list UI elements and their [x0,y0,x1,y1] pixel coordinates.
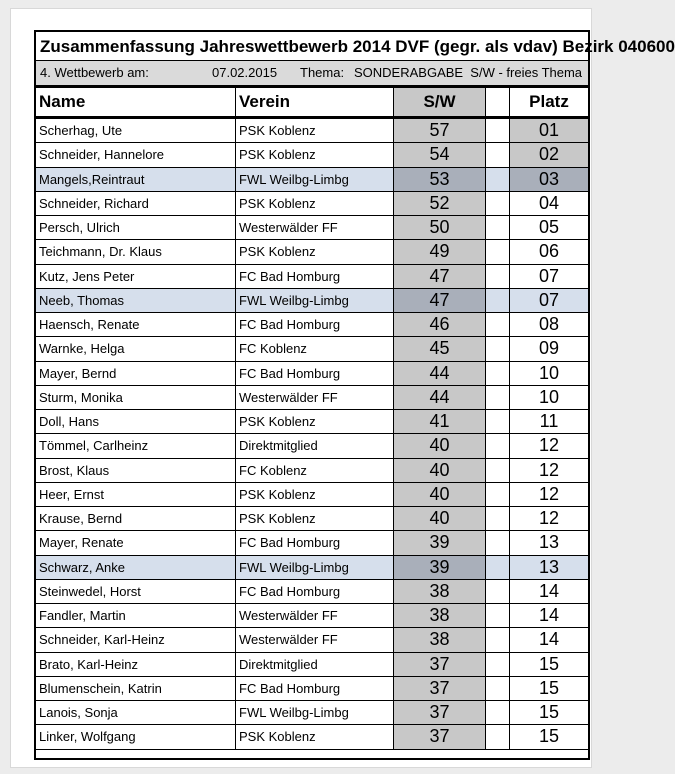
name-cell: Brost, Klaus [36,459,236,482]
verein-cell: PSK Koblenz [236,483,394,506]
verein-cell: FWL Weilbg-Limbg [236,556,394,579]
name-cell: Sturm, Monika [36,386,236,409]
platz-cell: 07 [510,265,588,288]
name-cell: Neeb, Thomas [36,289,236,312]
gap-cell [486,337,510,360]
sw-score-cell: 50 [394,216,486,239]
sw-score-cell: 49 [394,240,486,263]
gap-cell [486,556,510,579]
table-row [36,556,588,580]
name-cell: Linker, Wolfgang [36,725,236,748]
sw-score-cell: 37 [394,725,486,748]
verein-cell: FWL Weilbg-Limbg [236,289,394,312]
table-row [36,386,588,410]
verein-cell: PSK Koblenz [236,410,394,433]
table-row [36,216,588,240]
name-cell: Schneider, Karl-Heinz [36,628,236,651]
gap-cell [486,143,510,166]
platz-cell: 14 [510,604,588,627]
table-row [36,410,588,434]
gap-cell [486,434,510,457]
sw-score-cell: 37 [394,677,486,700]
gap-cell [486,628,510,651]
name-cell: Persch, Ulrich [36,216,236,239]
verein-cell: PSK Koblenz [236,119,394,142]
sw-score-cell: 37 [394,653,486,676]
theme-label: Thema: [300,65,345,80]
gap-cell [486,677,510,700]
name-cell: Lanois, Sonja [36,701,236,724]
name-cell: Mayer, Bernd [36,362,236,385]
document-page [10,8,675,768]
table-row [36,701,588,725]
table-row [36,240,588,264]
verein-cell: Westerwälder FF [236,216,394,239]
table-title: Zusammenfassung Jahreswettbewerb 2014 DVF (gegr. als vdav) Bezirk 040600 [36,32,588,61]
gap-cell [486,701,510,724]
sw-score-cell: 47 [394,265,486,288]
competition-label: 4. Wettbewerb am: [40,65,149,80]
sw-score-cell: 40 [394,507,486,530]
platz-cell: 10 [510,386,588,409]
verein-cell: FC Bad Homburg [236,313,394,336]
table-body [36,119,588,750]
sw-score-cell: 38 [394,628,486,651]
gap-cell [486,580,510,603]
table-row [36,531,588,555]
gap-cell [486,289,510,312]
name-cell: Tömmel, Carlheinz [36,434,236,457]
sw-score-cell: 38 [394,580,486,603]
platz-cell: 15 [510,653,588,676]
platz-cell: 12 [510,459,588,482]
platz-cell: 04 [510,192,588,215]
platz-cell: 06 [510,240,588,263]
verein-cell: FWL Weilbg-Limbg [236,701,394,724]
name-cell: Scherhag, Ute [36,119,236,142]
table-header-row [36,88,588,119]
table-row [36,677,588,701]
table-row [36,580,588,604]
table-row [36,653,588,677]
table-row [36,725,588,749]
header-gap [486,88,510,116]
header-verein: Verein [236,88,394,116]
sw-score-cell: 39 [394,531,486,554]
verein-cell: Westerwälder FF [236,604,394,627]
name-cell: Haensch, Renate [36,313,236,336]
results-table [34,30,675,760]
platz-cell: 12 [510,483,588,506]
sw-score-cell: 46 [394,313,486,336]
table-row [36,265,588,289]
platz-cell: 01 [510,119,588,142]
competition-date: 07.02.2015 [212,65,278,80]
platz-cell: 07 [510,289,588,312]
name-cell: Brato, Karl-Heinz [36,653,236,676]
header-name: Name [36,88,236,116]
platz-cell: 12 [510,507,588,530]
verein-cell: FC Bad Homburg [236,677,394,700]
platz-cell: 13 [510,531,588,554]
name-cell: Doll, Hans [36,410,236,433]
verein-cell: Westerwälder FF [236,628,394,651]
platz-cell: 09 [510,337,588,360]
header-sw: S/W [394,88,486,116]
sw-score-cell: 37 [394,701,486,724]
table-row [36,143,588,167]
name-cell: Heer, Ernst [36,483,236,506]
table-row [36,362,588,386]
gap-cell [486,265,510,288]
sw-score-cell: 45 [394,337,486,360]
table-row [36,483,588,507]
sw-score-cell: 57 [394,119,486,142]
name-cell: Kutz, Jens Peter [36,265,236,288]
gap-cell [486,119,510,142]
platz-cell: 10 [510,362,588,385]
verein-cell: FC Bad Homburg [236,362,394,385]
table-row [36,434,588,458]
gap-cell [486,653,510,676]
competition-info [36,61,588,88]
sw-score-cell: 44 [394,362,486,385]
table-row [36,313,588,337]
platz-cell: 02 [510,143,588,166]
name-cell: Schneider, Richard [36,192,236,215]
name-cell: Blumenschein, Katrin [36,677,236,700]
gap-cell [486,362,510,385]
sw-score-cell: 39 [394,556,486,579]
platz-cell: 08 [510,313,588,336]
verein-cell: FWL Weilbg-Limbg [236,168,394,191]
verein-cell: FC Bad Homburg [236,580,394,603]
verein-cell: FC Koblenz [236,459,394,482]
gap-cell [486,386,510,409]
verein-cell: FC Bad Homburg [236,265,394,288]
gap-cell [486,216,510,239]
table-row [36,168,588,192]
table-row [36,337,588,361]
gap-cell [486,604,510,627]
verein-cell: Direktmitglied [236,434,394,457]
table-row [36,459,588,483]
platz-cell: 11 [510,410,588,433]
verein-cell: FC Bad Homburg [236,531,394,554]
name-cell: Schwarz, Anke [36,556,236,579]
verein-cell: Westerwälder FF [236,386,394,409]
platz-cell: 14 [510,628,588,651]
verein-cell: PSK Koblenz [236,507,394,530]
name-cell: Steinwedel, Horst [36,580,236,603]
verein-cell: PSK Koblenz [236,725,394,748]
platz-cell: 15 [510,725,588,748]
name-cell: Krause, Bernd [36,507,236,530]
name-cell: Schneider, Hannelore [36,143,236,166]
sw-score-cell: 40 [394,434,486,457]
platz-cell: 03 [510,168,588,191]
theme-value: SONDERABGABE S/W - freies Thema [354,65,583,80]
verein-cell: PSK Koblenz [236,240,394,263]
table-row [36,192,588,216]
gap-cell [486,483,510,506]
table-row [36,604,588,628]
platz-cell: 05 [510,216,588,239]
sw-score-cell: 47 [394,289,486,312]
table-row [36,119,588,143]
sw-score-cell: 53 [394,168,486,191]
platz-cell: 15 [510,677,588,700]
name-cell: Mayer, Renate [36,531,236,554]
gap-cell [486,410,510,433]
verein-cell: PSK Koblenz [236,192,394,215]
gap-cell [486,192,510,215]
verein-cell: FC Koblenz [236,337,394,360]
gap-cell [486,168,510,191]
header-platz: Platz [529,92,569,111]
gap-cell [486,725,510,748]
platz-cell: 12 [510,434,588,457]
table-row [36,289,588,313]
platz-cell: 15 [510,701,588,724]
sw-score-cell: 40 [394,483,486,506]
gap-cell [486,313,510,336]
platz-cell: 13 [510,556,588,579]
name-cell: Warnke, Helga [36,337,236,360]
gap-cell [486,507,510,530]
gap-cell [486,531,510,554]
platz-cell: 14 [510,580,588,603]
verein-cell: PSK Koblenz [236,143,394,166]
gap-cell [486,240,510,263]
table-row [36,628,588,652]
sw-score-cell: 52 [394,192,486,215]
name-cell: Mangels,Reintraut [36,168,236,191]
sw-score-cell: 54 [394,143,486,166]
gap-cell [486,459,510,482]
sw-score-cell: 44 [394,386,486,409]
sw-score-cell: 38 [394,604,486,627]
sw-score-cell: 41 [394,410,486,433]
table-row [36,507,588,531]
verein-cell: Direktmitglied [236,653,394,676]
name-cell: Fandler, Martin [36,604,236,627]
sw-score-cell: 40 [394,459,486,482]
name-cell: Teichmann, Dr. Klaus [36,240,236,263]
